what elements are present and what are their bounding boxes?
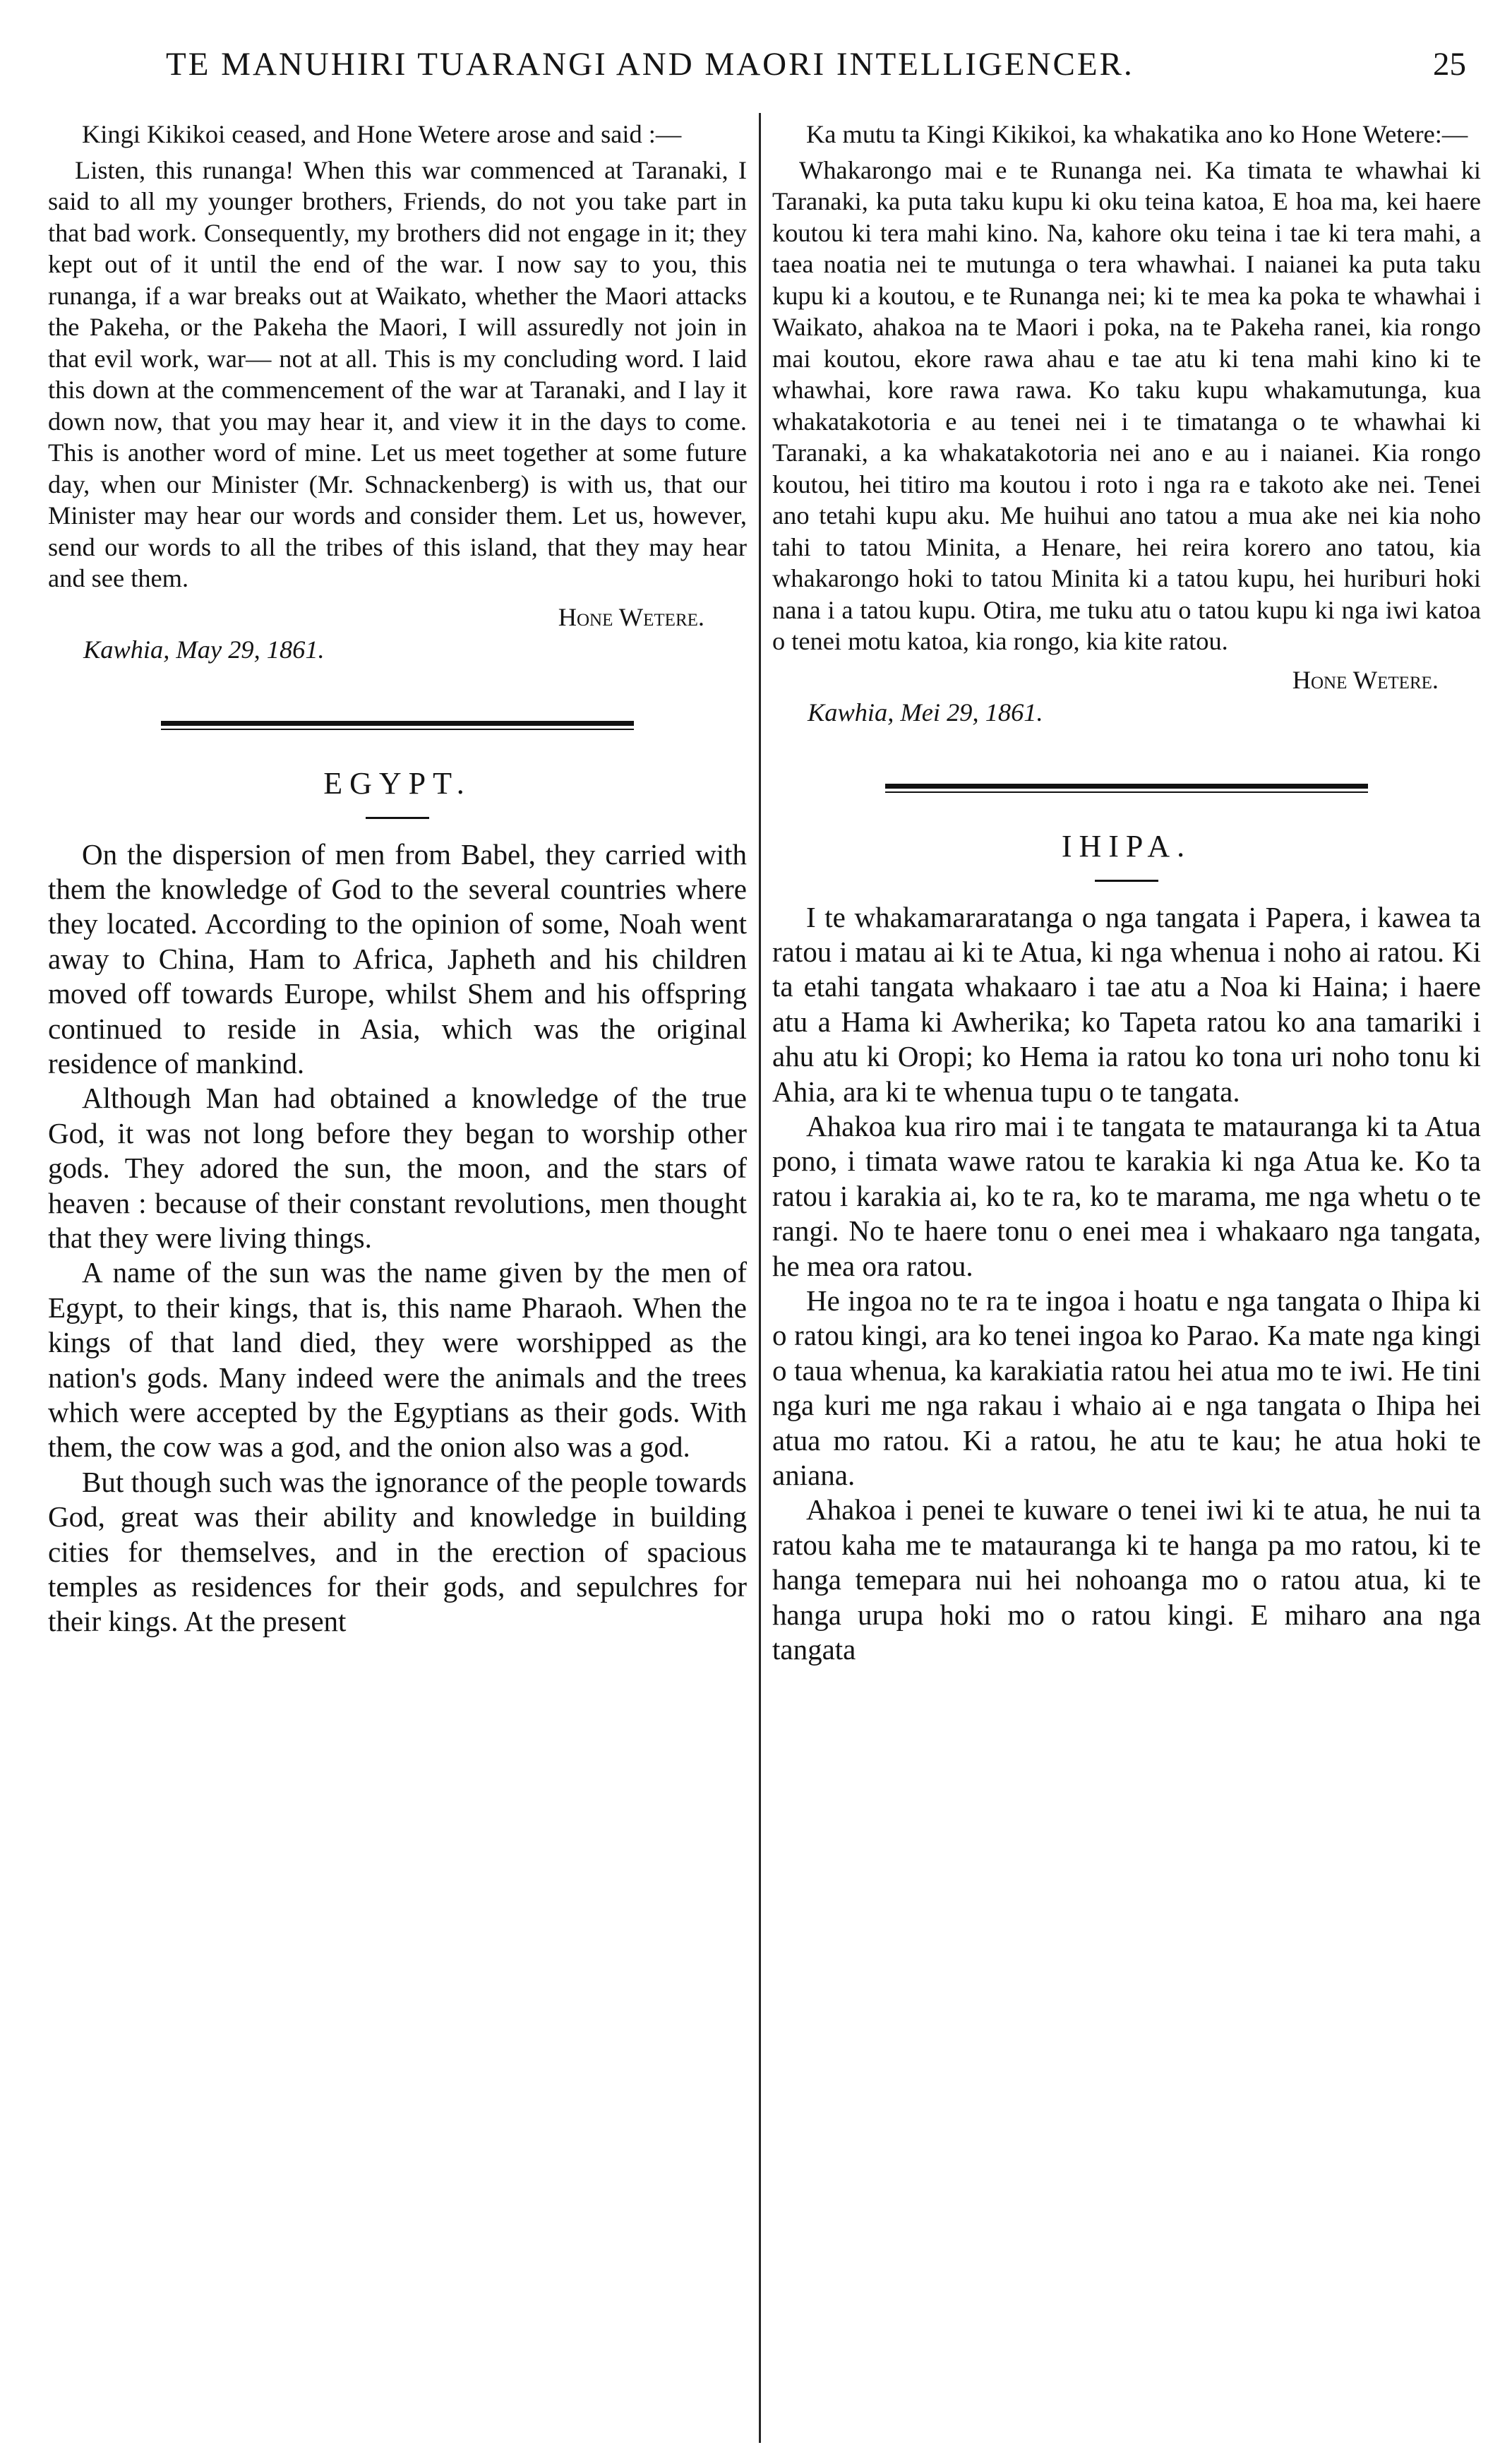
thick-rule [885,784,1368,789]
section-title-english: EGYPT. [323,765,472,801]
article-paragraph: On the dispersion of men from Babel, they carried with them the knowledge of God to the several countries where they located. According to the opinion of some, Noah went away to China, Ham to Africa, Japheth and his children moved off towards Europe, whilst Shem and his offspring continued to reside in Asia, which was the original residence of mankind. [48,837,747,1080]
letter-body-maori: Whakarongo mai e te Runanga nei. Ka timata te whawhai ki Taranaki, ka puta taku kupu ki oku teina katoa, E hoa ma, kei haere koutou ki tera mahi kino. Na, kahore oku teina i tae ki tera mahi, a taea noatia nei te mutunga o tera whawhai. I naianei ka puta taku kupu ki a koutou, e te Runanga nei; ki te mea ka poka te whawhai i Waikato, ahakoa na te Maori i poka, na te Pakeha ranei, kia rongo mai koutou, ekore rawa ahau e tae atu ki tena mahi kino ki te whawhai, kore rawa rawa. Ko taku kupu whakamutunga, kua whakatakotoria e au tenei nei i te timatanga o te whawhai ki Taranaki, a ka whakatakotoria nei ano e au i naianei. Kia rongo koutou, hei titiro ma koutou i roto i nga ra e takoto ake nei. Tenei ano tetahi kupu aku. Me huihui ano tatou a mua ake nei kia noho tahi to tatou Minita, a Henare, hei reira korero ano tatou, kia whakarongo hoki to tatou Minita ki a tatou kupu, hei huriburi hoki nana i a tatou kupu. Otira, me tuku atu o tatou kupu ki nga iwi katoa o tenei motu katoa, kia rongo, kia kite ratou. [772,155,1481,655]
article-paragraph: But though such was the ignorance of the people towards God, great was their ability and knowledge in building cities for themselves, and in the erection of spacious temples as residences for their gods, and sepulchres for their kings. At the present [48,1465,747,1638]
page-header [0,0,1512,83]
dateline-english: Kawhia, May 29, 1861. [83,635,325,664]
title-underline-maori [1095,880,1158,882]
article-paragraph: Although Man had obtained a knowledge of the true God, it was not long before they began to worship other gods. They adored the sun, the moon, and the stars of heaven : because of their constant revolutions, men thought that they were living things. [48,1082,747,1254]
section-rule-maori [772,784,1481,796]
article-paragraph: Ahakoa i penei te kuware o tenei iwi ki te atua, he nui ta ratou kaha me te matauranga ki te hanga pa mo ratou, ki te hanga temepara nui hei nohoanga mo o ratou atua, ki te hanga urupa hoki mo o ratou kingi. E miharo ana nga tangata [772,1493,1481,1666]
column-divider [759,113,761,2443]
article-english [48,837,747,1639]
section-title-maori: IHIPA. [1061,828,1192,863]
dateline-maori: Kawhia, Mei 29, 1861. [808,698,1043,727]
letter-lead-english: Kingi Kikikoi ceased, and Hone Wetere arose and said :— [82,120,682,148]
article-paragraph: He ingoa no te ra te ingoa i hoatu e nga tangata o Ihipa ki o ratou kingi, ara ko tenei ingoa ko Parao. Ka mate nga kingi o taua whenua, ka karakiatia ratou hei atua mo te iwi. He tini nga kuri me nga rakau i whaio ai e nga tangata o Ihipa hei atua mo ratou. Ki a ratou, he atu te kau; he atua hoki te aniana. [772,1284,1481,1491]
signature-english: Hone Wetere. [558,602,704,631]
letter-body-english: Listen, this runanga! When this war commenced at Taranaki, I said to all my younger brothers, Friends, do not you take part in that bad work. Consequently, my brothers did not engage in it; they kept out of it until the end of the war. I now say to you, this runanga, if a war breaks out at Waikato, whether the Maori attacks the Pakeha, or the Pakeha the Maori, I will assuredly not join in that evil work, war— not at all. This is my concluding word. I laid this down at the commencement of the war at Taranaki, and I lay it down now, that you may hear it, and view it in the days to come. This is another word of mine. Let us meet together at some future day, when our Minister (Mr. Schnackenberg) is with us, that our Minister may hear our words and consider them. Let us, however, send our words to all the tribes of this island, that they may hear and see them. [48,155,747,592]
letter-lead-maori: Ka mutu ta Kingi Kikikoi, ka whakatika ano ko Hone Wetere:— [806,120,1468,148]
maori-column [772,119,1481,1667]
section-rule-english [48,721,747,734]
title-underline-english [366,817,429,819]
thin-rule [885,791,1368,793]
page-number: 25 [1433,46,1466,83]
thick-rule [161,721,634,726]
english-column [48,119,747,1639]
thin-rule [161,729,634,730]
article-maori [772,900,1481,1668]
article-paragraph: A name of the sun was the name given by the men of Egypt, to their kings, that is, this name Pharaoh. When the kings of that land died, they were worshipped as the nation's gods. Many indeed were the animals and the trees which were accepted by the Egyptians as their gods. With them, the cow was a god, and the onion also was a god. [48,1256,747,1464]
signature-maori: Hone Wetere. [1292,665,1439,694]
running-title: TE MANUHIRI TUARANGI AND MAORI INTELLIGENCER. [166,46,1134,83]
article-paragraph: Ahakoa kua riro mai i te tangata te matauranga ki ta Atua pono, i timata wawe ratou te karakia ki nga Atua ke. Ko ta ratou i karakia ai, ko te ra, ko te marama, me nga whetu o te rangi. No te haere tonu o enei mea i whakaaro nga tangata, he mea ora ratou. [772,1109,1481,1282]
article-paragraph: I te whakamararatanga o nga tangata i Papera, i kawea ta ratou i matau ai ki te Atua, ki nga whenua i noho ai ratou. Ki ta etahi tangata whakaaro i tae atu a Noa ki Haina; i haere atu a Hama ki Awherika; ko Tapeta ratou ko ana tamariki i ahu atu ki Oropi; ko Hema ia ratou ko tona uri noho tonu ki Ahia, ara ki te whenua tupu o te tangata. [772,900,1481,1108]
